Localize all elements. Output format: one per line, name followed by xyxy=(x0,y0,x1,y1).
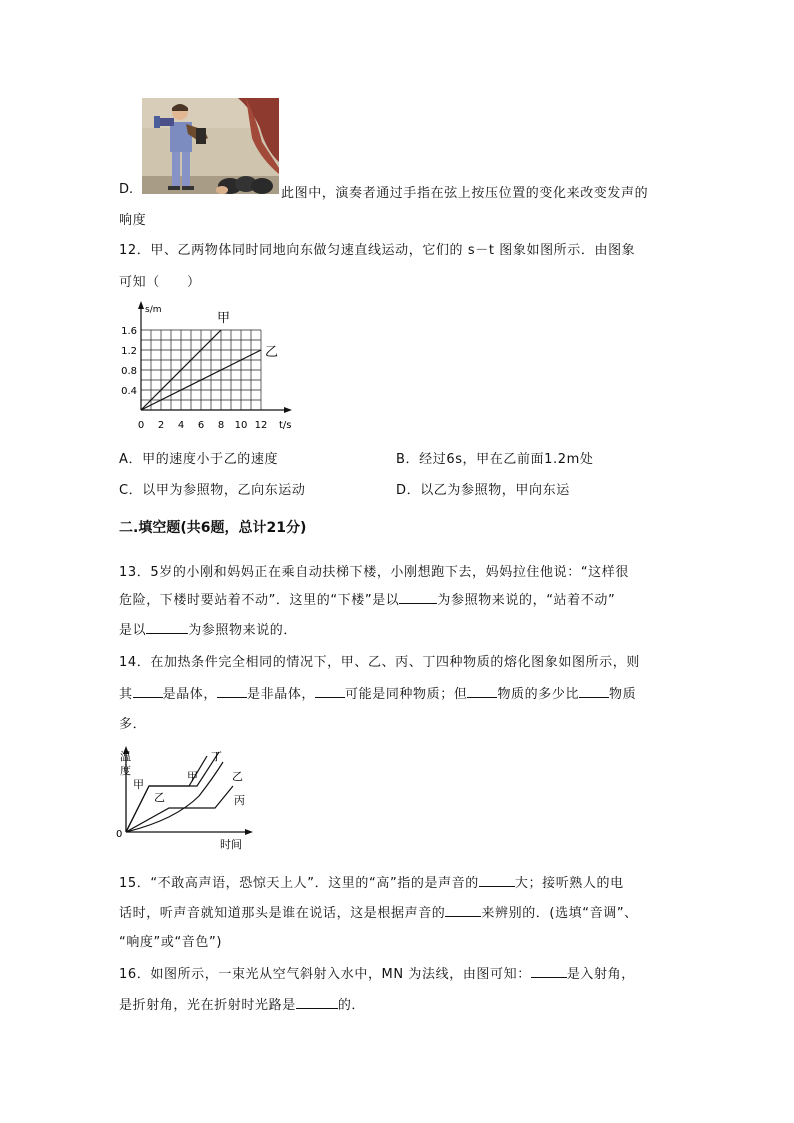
section-title: 二.填空题(共6题，总计21分) xyxy=(119,520,307,536)
q16-line1-b: 是入射角， xyxy=(566,967,635,982)
label-ding: 丁 xyxy=(211,750,222,763)
q14-blank-5[interactable] xyxy=(579,685,609,698)
q14-line2-a: 其 xyxy=(119,687,133,702)
label-bing: 丙 xyxy=(234,794,245,807)
label-yi-right: 乙 xyxy=(232,770,243,783)
y-tick-label: 0.8 xyxy=(121,366,137,377)
y-tick-label: 1.6 xyxy=(121,326,137,337)
q13-line3-a: 是以 xyxy=(119,623,147,638)
q15-line1-b: 大；接听熟人的电 xyxy=(514,876,624,891)
option-d-letter: D. xyxy=(119,182,134,197)
y-label-2: 度 xyxy=(120,764,131,777)
x-tick-label: 0 xyxy=(137,420,145,431)
q14-blank-4[interactable] xyxy=(467,685,497,698)
st-chart xyxy=(115,298,305,432)
x-tick-label: 8 xyxy=(217,420,225,431)
q13-line1: 13．5岁的小刚和妈妈正在乘自动扶梯下楼，小刚想跑下去，妈妈拉住他说：“这样很 xyxy=(119,565,629,580)
q15-blank-2[interactable] xyxy=(445,904,481,917)
q13-line2-b: 为参照物来说的，“站着不动” xyxy=(437,593,616,608)
q13-blank-2[interactable] xyxy=(146,621,188,634)
q14-line1: 14．在加热条件完全相同的情况下，甲、乙、丙、丁四种物质的熔化图象如图所示，则 xyxy=(119,655,640,670)
x-tick-label: 6 xyxy=(197,420,205,431)
q14-blank-1[interactable] xyxy=(133,685,163,698)
curve-jia xyxy=(126,756,207,832)
label-yi-inner: 乙 xyxy=(154,791,165,804)
q12-stem-line2: 可知（ ） xyxy=(119,275,201,290)
q15-blank-1[interactable] xyxy=(479,874,515,887)
q15-line3: “响度”或“音色”) xyxy=(119,935,223,950)
x-axis-label: t/s xyxy=(279,420,292,431)
q13-line2-a: 危险，下楼时要站着不动”．这里的“下楼”是以 xyxy=(119,593,400,608)
q12-stem-line1: 12．甲、乙两物体同时同地向东做匀速直线运动，它们的 s－t 图象如图所示．由图象 xyxy=(119,243,636,258)
q12-option-c[interactable]: C．以甲为参照物，乙向东运动 xyxy=(119,483,306,498)
q16-line2-b: 的． xyxy=(337,998,366,1013)
q13-blank-1[interactable] xyxy=(399,591,437,604)
q14-line2-f: 物质 xyxy=(609,687,637,702)
q14-line2-b: 是晶体， xyxy=(162,687,218,702)
option-d-text-cont: 响度 xyxy=(119,213,147,228)
q14-line2-e: 物质的多少比 xyxy=(497,687,580,702)
series-label-yi: 乙 xyxy=(265,345,279,360)
melting-curve-figure xyxy=(115,744,255,852)
q12-option-d[interactable]: D．以乙为参照物，甲向东运 xyxy=(396,483,570,498)
x-tick-label: 12 xyxy=(254,420,268,431)
curve-yi xyxy=(126,786,233,832)
q15-line2-b: 来辨别的．(选填“音调”、 xyxy=(481,906,638,921)
q14-blank-2[interactable] xyxy=(217,685,247,698)
x-axis-arrow xyxy=(284,407,292,413)
q13-line3-b: 为参照物来说的． xyxy=(188,623,298,638)
y-axis-label: s/m xyxy=(145,305,162,315)
label-jia-top: 甲 xyxy=(187,770,198,783)
label-jia-left: 甲 xyxy=(133,778,144,791)
origin-label: 0 xyxy=(116,829,123,840)
q16-blank-1[interactable] xyxy=(531,965,567,978)
q16-blank-2[interactable] xyxy=(296,996,338,1009)
q15-line2-a: 话时，听声音就知道那头是谁在说话，这是根据声音的 xyxy=(119,906,446,921)
q15-line1-a: 15．“不敢高声语，恐惊天上人”．这里的“高”指的是声音的 xyxy=(119,876,479,891)
q14-line3: 多． xyxy=(119,717,147,732)
q14-line2-c: 是非晶体， xyxy=(247,687,316,702)
q12-option-b[interactable]: B．经过6s，甲在乙前面1.2m处 xyxy=(396,452,594,467)
curve-ding xyxy=(126,752,219,832)
y-label-1: 温 xyxy=(120,750,131,763)
x-tick-label: 2 xyxy=(157,420,165,431)
q14-line2-d: 可能是同种物质；但 xyxy=(345,687,468,702)
y-tick-label: 1.2 xyxy=(121,346,137,357)
y-axis-arrow xyxy=(138,301,144,309)
curve-bing xyxy=(126,762,223,832)
series-label-jia: 甲 xyxy=(217,311,231,326)
x-tick-label: 4 xyxy=(177,420,185,431)
option-d-text: 此图中，演奏者通过手指在弦上按压位置的变化来改变发声的 xyxy=(281,186,649,201)
y-tick-label: 0.4 xyxy=(121,386,137,397)
q16-line2-a: 是折射角，光在折射时光路是 xyxy=(119,998,296,1013)
q12-option-a[interactable]: A．甲的速度小于乙的速度 xyxy=(119,452,279,467)
violinist-photo xyxy=(142,98,279,194)
x-axis-arrow xyxy=(245,829,253,835)
q16-line1-a: 16．如图所示，一束光从空气斜射入水中，MN 为法线，由图可知： xyxy=(119,967,531,982)
x-label: 时间 xyxy=(220,838,242,851)
x-tick-label: 10 xyxy=(234,420,248,431)
q14-blank-3[interactable] xyxy=(315,685,345,698)
